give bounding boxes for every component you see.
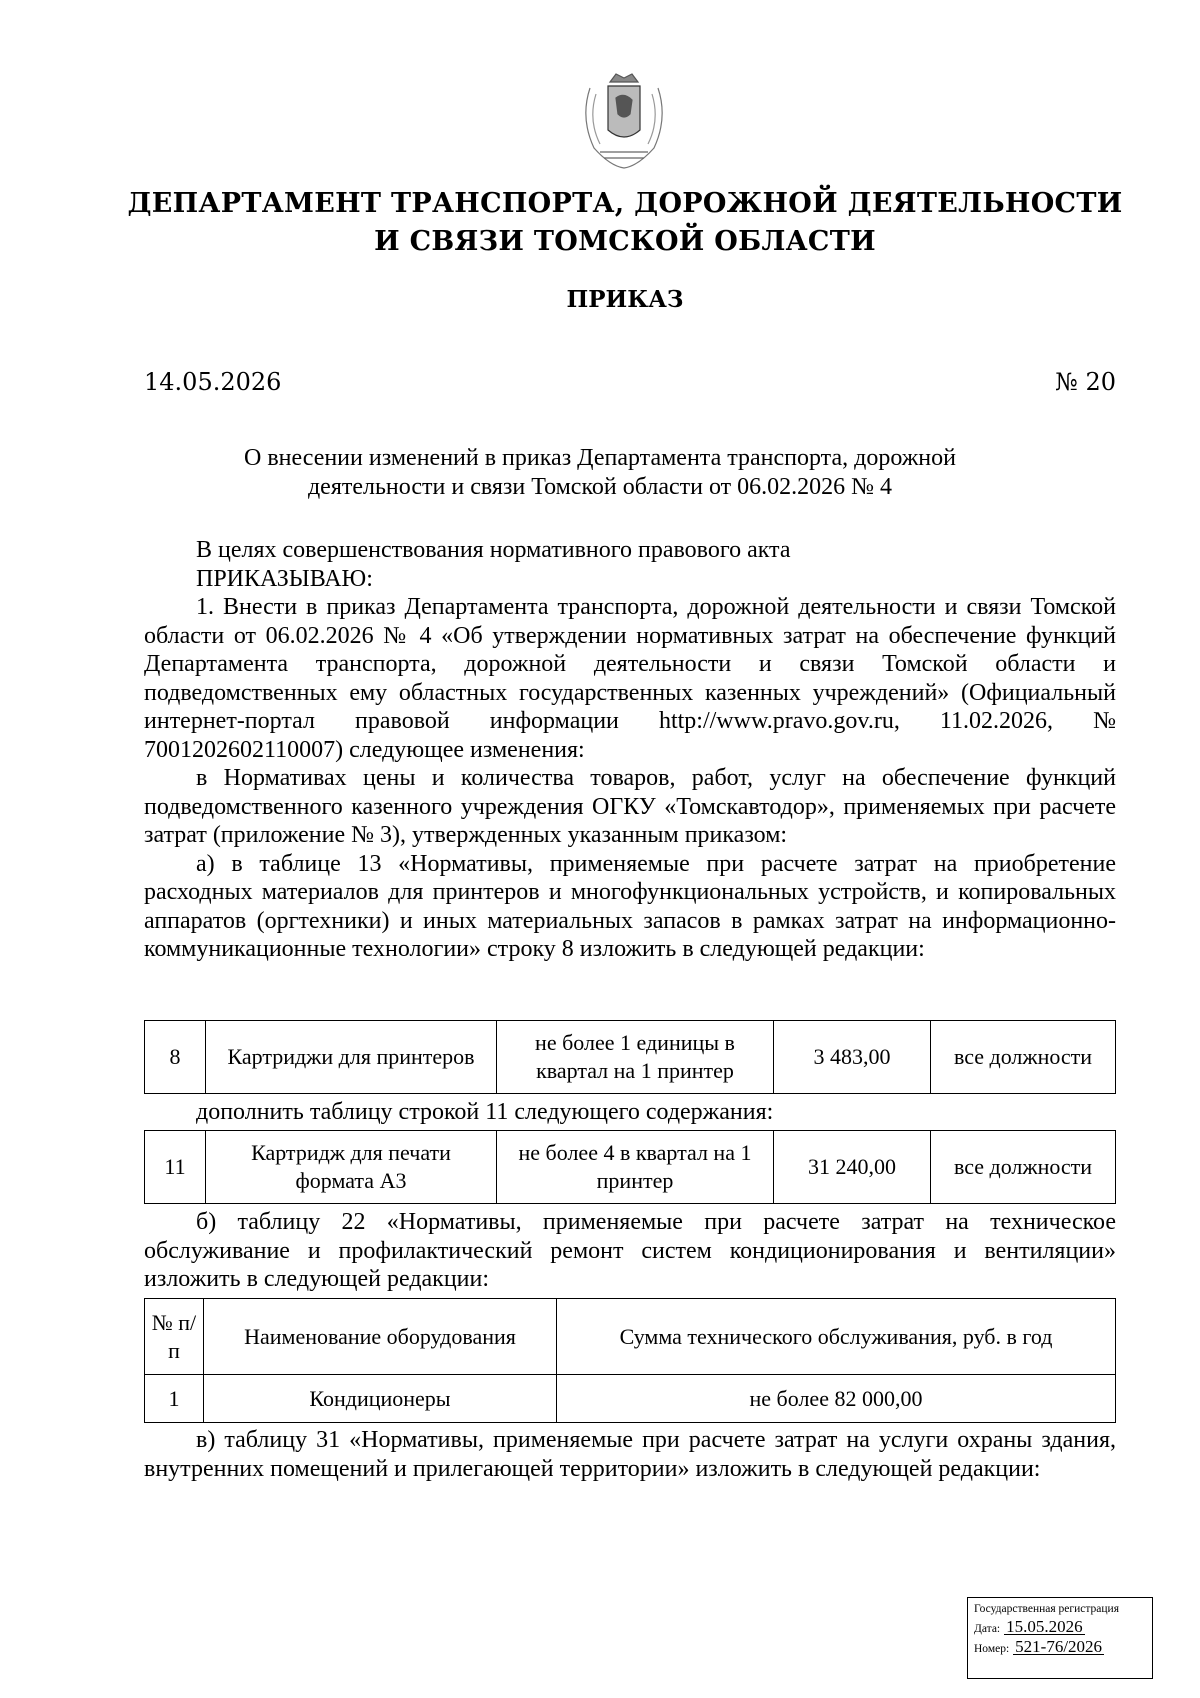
cell-positions: все должности	[931, 1131, 1116, 1204]
paragraph-b: б) таблицу 22 «Нормативы, применяемые при расчете затрат на техническое обслуживание и профилактический ремонт систем кондиционирования и вентиляции» изложить в следующей редакции:	[144, 1209, 1116, 1292]
registration-number-label: Номер:	[974, 1643, 1010, 1655]
table-header-row	[145, 1299, 1116, 1375]
table-row	[145, 1375, 1116, 1423]
cell-quantity: не более 1 единицы в квартал на 1 принтер	[497, 1021, 774, 1094]
cell-price: 31 240,00	[774, 1131, 931, 1204]
cell-name: Картридж для печати формата А3	[206, 1131, 497, 1204]
cell-name: Картриджи для принтеров	[206, 1021, 497, 1094]
header-number: № п/п	[145, 1299, 204, 1375]
table-row	[145, 1131, 1116, 1204]
coat-of-arms-icon	[570, 68, 678, 174]
subject-line1: О внесении изменений в приказ Департамента транспорта, дорожной	[243, 445, 956, 471]
body-block-3	[144, 1208, 1116, 1294]
department-name-line1: ДЕПАРТАМЕНТ ТРАНСПОРТА, ДОРОЖНОЙ ДЕЯТЕЛЬНОСТИ	[127, 188, 1123, 219]
order-subject	[180, 444, 1020, 502]
document-type: ПРИКАЗ	[566, 286, 684, 313]
subject-line2: деятельности и связи Томской области от 06.02.2026 № 4	[307, 474, 893, 500]
department-name-line2: И СВЯЗИ ТОМСКОЙ ОБЛАСТИ	[374, 226, 876, 257]
order-date: 14.05.2026	[144, 368, 282, 396]
cell-positions: все должности	[931, 1021, 1116, 1094]
body-block-4	[144, 1426, 1116, 1483]
registration-title: Государственная регистрация	[974, 1603, 1119, 1615]
paragraph-norms: в Нормативах цены и количества товаров, работ, услуг на обеспечение функций подведомственного казенного учреждения ОГКУ «Томскавтодор», применяемых при расчете затрат (приложение № 3), утвержденных указанным приказом:	[144, 765, 1116, 848]
paragraph-add-row: дополнить таблицу строкой 11 следующего содержания:	[196, 1099, 774, 1125]
cell-price: 3 483,00	[774, 1021, 931, 1094]
table-row	[145, 1021, 1116, 1094]
cell-number: 1	[145, 1375, 204, 1423]
paragraph-order-word: ПРИКАЗЫВАЮ:	[196, 565, 373, 592]
cell-equipment: Кондиционеры	[204, 1375, 557, 1423]
table-22	[144, 1298, 1116, 1423]
cell-quantity: не более 4 в квартал на 1 принтер	[497, 1131, 774, 1204]
table-13-row-11	[144, 1130, 1116, 1204]
paragraph-item-1: 1. Внести в приказ Департамента транспорта, дорожной деятельности и связи Томской области от 06.02.2026 № 4 «Об утверждении нормативных затрат на обеспечение функций Департамента транспорта, дорожной деятельности и связи Томской области и подведомственных ему областных государственных казенных учреждений» (Официальный интернет-портал правовой информации http://www.pravo.gov.ru, 11.02.2026, № 7001202602110007) следующее изменения:	[144, 594, 1116, 763]
registration-date-row	[974, 1617, 1146, 1636]
header-service-sum: Сумма технического обслуживания, руб. в год	[557, 1299, 1116, 1375]
registration-stamp	[967, 1597, 1153, 1679]
registration-number-row	[974, 1637, 1146, 1656]
registration-date-value: 15.05.2026	[1006, 1617, 1083, 1636]
cell-number: 11	[145, 1131, 206, 1204]
order-number: № 20	[1055, 368, 1116, 396]
paragraph-purpose: В целях совершенствования нормативного правового акта	[196, 537, 791, 563]
body-block-1	[144, 536, 1116, 964]
table-13-row-8	[144, 1020, 1116, 1094]
registration-date-label: Дата:	[974, 1623, 1001, 1635]
cell-number: 8	[145, 1021, 206, 1094]
cell-service-sum: не более 82 000,00	[557, 1375, 1116, 1423]
header-equipment: Наименование оборудования	[204, 1299, 557, 1375]
paragraph-a: а) в таблице 13 «Нормативы, применяемые при расчете затрат на приобретение расходных материалов для принтеров и многофункциональных устройств, и копировальных аппаратов (оргтехники) и иных материальных запасов в рамках затрат на информационно-коммуникационные технологии» строку 8 изложить в следующей редакции:	[144, 850, 1116, 962]
body-block-2	[144, 1098, 1116, 1127]
paragraph-c: в) таблицу 31 «Нормативы, применяемые при расчете затрат на услуги охраны здания, внутренних помещений и прилегающей территории» изложить в следующей редакции:	[144, 1427, 1116, 1482]
registration-number-value: 521-76/2026	[1015, 1637, 1103, 1656]
